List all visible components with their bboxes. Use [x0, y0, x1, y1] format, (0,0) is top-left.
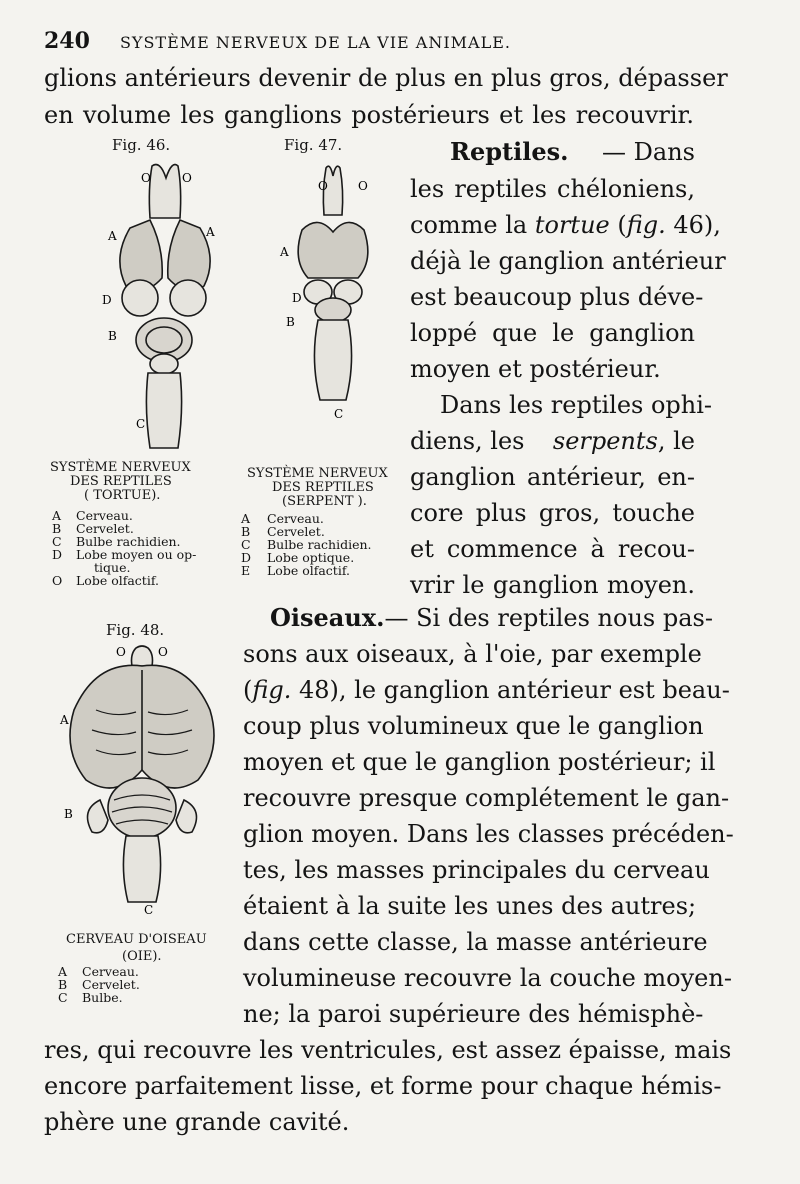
legend-entry: D Lobe moyen ou op- [52, 547, 197, 562]
fig46-label-o: O [141, 171, 151, 185]
text-line: Dans les reptiles ophi- [440, 391, 713, 419]
fig47-label-a: A [280, 245, 289, 259]
figure-title-47: Fig. 47. [284, 136, 343, 154]
text-line: diens, les serpents, le [410, 427, 695, 455]
legend-fig48 [58, 965, 140, 1004]
legend-fig46 [52, 509, 196, 587]
text-line: core plus gros, touche [410, 499, 695, 527]
fig46-label-a: A [108, 229, 117, 243]
fig46-label-c: C [136, 417, 146, 431]
page-number: 240 [44, 28, 90, 54]
text-line: moyen et que le ganglion postérieur; il [243, 748, 716, 776]
text-line: coup plus volumineux que le ganglion [243, 712, 704, 740]
text-fragment: — Dans [602, 138, 695, 166]
caption-line: CERVEAU D'OISEAU [66, 932, 207, 947]
caption-line: SYSTÈME NERVEUX [247, 466, 388, 481]
text-fragment: — Si des reptiles nous pas- [384, 604, 713, 632]
legend-entry: O Lobe olfactif. [52, 573, 159, 588]
legend-fig47 [241, 512, 372, 577]
fig47-label-d: D [292, 291, 302, 305]
text-line: comme la tortue (fig. 46), [410, 211, 721, 239]
text-line: recouvre presque complétement le gan- [243, 784, 730, 812]
text-line: moyen et postérieur. [410, 355, 661, 383]
text-line: étaient à la suite les unes des autres; [243, 892, 697, 920]
caption-line: DES REPTILES [272, 480, 374, 495]
text-line: dans cette classe, la masse antérieure [243, 928, 708, 956]
text-line: sons aux oiseaux, à l'oie, par exemple [243, 640, 702, 668]
figure-title-48: Fig. 48. [106, 621, 165, 639]
text-line: glion moyen. Dans les classes précéden- [243, 820, 734, 848]
text-line: glions antérieurs devenir de plus en plus gros, dépasser [44, 64, 728, 92]
legend-entry: C Bulbe rachidien. [52, 534, 181, 549]
caption-line: SYSTÈME NERVEUX [50, 460, 191, 475]
legend-entry: A Cerveau. [58, 964, 139, 979]
text-line: les reptiles chéloniens, [410, 175, 695, 203]
legend-entry: E Lobe olfactif. [241, 563, 350, 578]
fig46-label-b: B [108, 329, 117, 343]
fig47-label-b: B [286, 315, 295, 329]
oiseaux-heading-line [270, 603, 713, 632]
legend-entry: B Cervelet. [58, 977, 140, 992]
legend-entry: tique. [94, 560, 131, 575]
text-line: est beaucoup plus déve- [410, 283, 704, 311]
text-line: tes, les masses principales du cerveau [243, 856, 710, 884]
text-line: ne; la paroi supérieure des hémisphè- [243, 1000, 704, 1028]
fig46-label-d: D [102, 293, 112, 307]
section-heading-oiseaux: Oiseaux. [270, 603, 385, 632]
legend-entry: A Cerveau. [52, 508, 133, 523]
legend-entry: C Bulbe rachidien. [241, 537, 372, 552]
fig47-label-c: C [334, 407, 344, 421]
text-line: (fig. 48), le ganglion antérieur est beau- [243, 676, 730, 704]
turtle-brain-illustration [100, 158, 230, 458]
fig48-label-c: C [144, 903, 154, 915]
section-heading-reptiles: Reptiles. [450, 137, 569, 166]
text-line: phère une grande cavité. [44, 1108, 350, 1136]
text-line: volumineuse recouvre la couche moyen- [243, 964, 732, 992]
text-line: vrir le ganglion moyen. [410, 571, 695, 599]
fig48-label-a: A [60, 713, 69, 727]
running-title: SYSTÈME NERVEUX DE LA VIE ANIMALE. [119, 33, 511, 52]
text-line: en volume les ganglions postérieurs et les recouvrir. [44, 101, 694, 129]
caption-line: (SERPENT ). [282, 494, 367, 509]
caption-line: (OIE). [122, 949, 162, 964]
fig46-label-o: O [182, 171, 192, 185]
text-line: loppé que le ganglion [410, 319, 695, 347]
fig47-label-o: O [318, 179, 328, 193]
figure-title-46: Fig. 46. [112, 136, 171, 154]
legend-entry: D Lobe optique. [241, 550, 355, 565]
legend-entry: C Bulbe. [58, 990, 123, 1005]
goose-brain-illustration [56, 640, 228, 915]
text-line: ganglion antérieur, en- [410, 463, 695, 491]
legend-entry: B Cervelet. [241, 524, 325, 539]
text-line: res, qui recouvre les ventricules, est assez épaisse, mais [44, 1036, 732, 1064]
caption-line: ( TORTUE). [84, 488, 161, 503]
running-header [44, 28, 684, 54]
fig48-label-o: O [116, 645, 126, 659]
fig47-label-o: O [358, 179, 368, 193]
caption-line: DES REPTILES [70, 474, 172, 489]
legend-entry: B Cervelet. [52, 521, 134, 536]
snake-brain-illustration [278, 160, 388, 430]
text-line: déjà le ganglion antérieur [410, 247, 726, 275]
reptiles-heading-line [450, 137, 695, 166]
fig46-label-a: A [206, 225, 215, 239]
fig48-label-b: B [64, 807, 73, 821]
text-line: encore parfaitement lisse, et forme pour chaque hémis- [44, 1072, 722, 1100]
fig48-label-o: O [158, 645, 168, 659]
text-line: et commence à recou- [410, 535, 695, 563]
legend-entry: A Cerveau. [241, 511, 324, 526]
